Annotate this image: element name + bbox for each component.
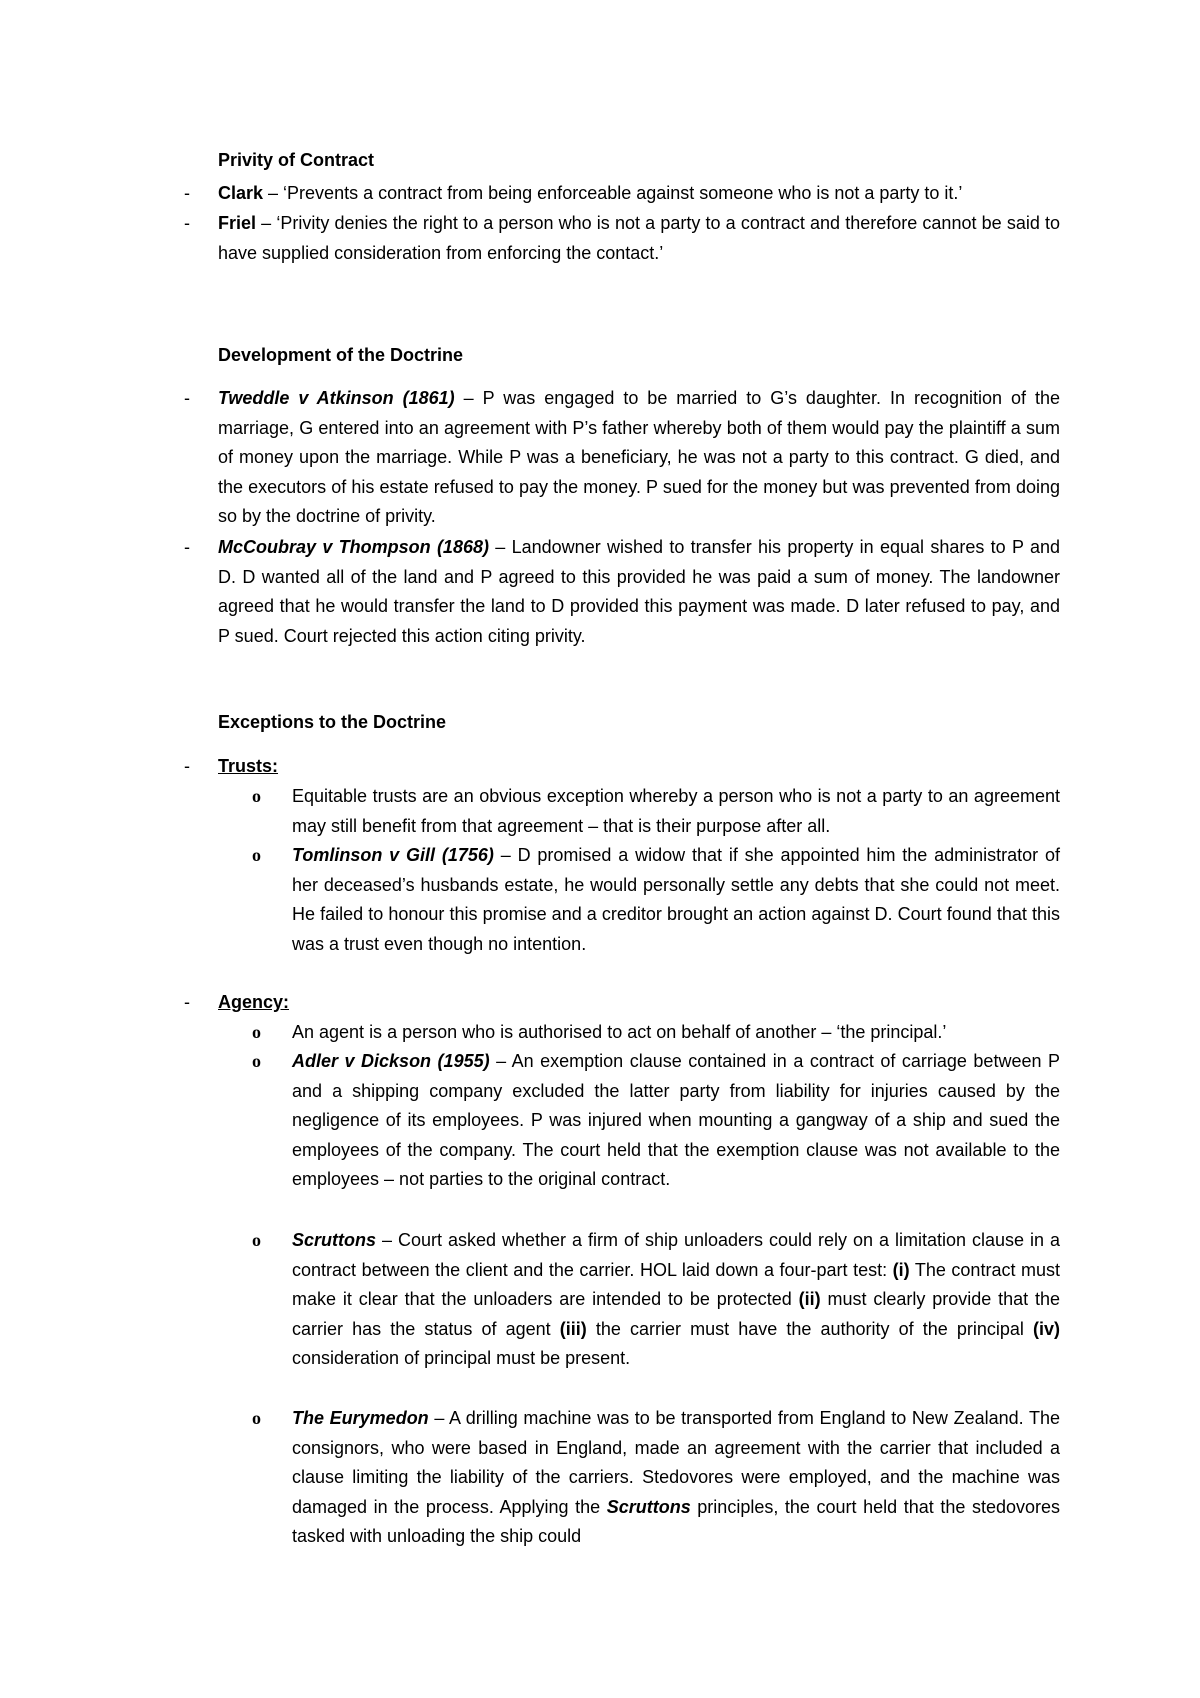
- circle-bullet: o: [252, 1230, 261, 1250]
- case-text: Landowner wished to transfer his property in equal shares to P and D. D wanted all of the land and P agreed to this provided he was paid a sum of money. The landowner agreed that he would transfer the land to D provided this payment was made. D later refused to pay, and P sued. Court rejected this action citing privity.: [218, 537, 1061, 646]
- quote-text: ‘Privity denies the right to a person who is not a party to a contract and therefore cannot be said to have supplied consideration from enforcing the contact.’: [218, 213, 1061, 263]
- case-name: Tomlinson v Gill (1756): [292, 845, 494, 865]
- case-text: An exemption clause contained in a contract of carriage between P and a shipping company excluded the latter party from liability for injuries caused by the negligence of its employees. P was injured when mounting a gangway of a ship and sued the employees of the company. The court held that the exemption clause was not available to the employees – not parties to the original contract.: [292, 1051, 1060, 1190]
- heading-privity: Privity of Contract: [218, 150, 375, 170]
- case-name: Adler v Dickson (1955): [292, 1051, 490, 1071]
- list-item-trusts: [184, 752, 1060, 782]
- dash-bullet: -: [184, 183, 190, 203]
- dash-bullet: -: [184, 992, 190, 1012]
- dash-bullet: -: [184, 756, 190, 776]
- subheading-trusts: Trusts:: [218, 756, 279, 776]
- list-item: - Tweddle v Atkinson (1861) – P was engaged to be married to G’s daughter. In recognition of the marriage, G entered into an agreement with P’s father whereby both of them would pay the plaintiff a sum of money upon the marriage. While P was a beneficiary, he was not a party to this contract. G died, and the executors of his estate refused to pay the money. P sued for the money but was prevented from doing so by the doctrine of privity.: [184, 384, 1060, 532]
- dash-bullet: -: [184, 388, 190, 408]
- list-item: - Clark – ‘Prevents a contract from being enforceable against someone who is not a party to it.’: [184, 179, 1060, 209]
- item-text: An agent is a person who is authorised to act on behalf of another – ‘the principal.’: [292, 1022, 947, 1042]
- author-name: Friel: [218, 213, 257, 233]
- case-name: Tweddle v Atkinson (1861): [218, 388, 455, 408]
- circle-bullet: o: [252, 1051, 261, 1071]
- case-name: The Eurymedon: [292, 1408, 429, 1428]
- dash-bullet: -: [184, 537, 190, 557]
- heading-development: Development of the Doctrine: [218, 345, 464, 365]
- heading-exceptions: Exceptions to the Doctrine: [218, 712, 447, 732]
- case-reference: Scruttons: [606, 1496, 691, 1517]
- author-name: Clark: [218, 183, 264, 203]
- list-item: - McCoubray v Thompson (1868) – Landowner wished to transfer his property in equal shares to P and D. D wanted all of the land and P agreed to this provided he was paid a sum of money. The landowner agreed that he would transfer the land to D provided this payment was made. D later refused to pay, and P sued. Court rejected this action citing privity.: [184, 533, 1060, 651]
- list-item: - Friel – ‘Privity denies the right to a person who is not a party to a contract and therefore cannot be said to have supplied consideration from enforcing the contact.’: [184, 209, 1060, 268]
- sub-list-item: [252, 782, 1060, 841]
- sub-list-item: o Tomlinson v Gill (1756) – D promised a widow that if she appointed him the administrator of her deceased’s husbands estate, he would personally settle any debts that she could not meet. He failed to honour this promise and a creditor brought an action against D. Court found that this was a trust even though no intention.: [252, 841, 1060, 959]
- case-text: D promised a widow that if she appointed him the administrator of her deceased’s husbands estate, he would personally settle any debts that she could not meet. He failed to honour this promise and a creditor brought an action against D. Court found that this was a trust even though no intention.: [292, 845, 1061, 954]
- circle-bullet: o: [252, 1408, 261, 1428]
- circle-bullet: o: [252, 1022, 261, 1042]
- case-text: P was engaged to be married to G’s daughter. In recognition of the marriage, G entered into an agreement with P’s father whereby both of them would pay the plaintiff a sum of money upon the marriage. While P was a beneficiary, he was not a party to this contract. G died, and the executors of his estate refused to pay the money. P sued for the money but was prevented from doing so by the doctrine of privity.: [218, 388, 1061, 527]
- sub-list-item: [252, 1018, 1060, 1048]
- sub-list-item: o The Eurymedon – A drilling machine was to be transported from England to New Zealand. The consignors, who were based in England, made an agreement with the carrier that included a clause limiting the liability of the carriers. Stedovores were employed, and the machine was damaged in the process. Applying the Scruttons principles, the court held that the stedovores tasked with unloading the ship could: [252, 1404, 1060, 1552]
- case-name: McCoubray v Thompson (1868): [218, 537, 489, 557]
- dash-bullet: -: [184, 213, 190, 233]
- subheading-agency: Agency:: [218, 992, 290, 1012]
- sub-list-item: o Scruttons – Court asked whether a firm of ship unloaders could rely on a limitation clause in a contract between the client and the carrier. HOL laid down a four-part test: (i) The contract must make it clear that the unloaders are intended to be protected (ii) must clearly provide that the carrier has the status of agent (iii) the carrier must have the authority of the principal (iv) consideration of principal must be present.: [252, 1226, 1060, 1374]
- circle-bullet: o: [252, 786, 261, 806]
- sub-list-item: o Adler v Dickson (1955) – An exemption clause contained in a contract of carriage between P and a shipping company excluded the latter party from liability for injuries caused by the negligence of its employees. P was injured when mounting a gangway of a ship and sued the employees of the company. The court held that the exemption clause was not available to the employees – not parties to the original contract.: [252, 1047, 1060, 1195]
- item-text: Equitable trusts are an obvious exception whereby a person who is not a party to an agreement may still benefit from that agreement – that is their purpose after all.: [292, 786, 1060, 836]
- list-item-agency: [184, 988, 1060, 1018]
- circle-bullet: o: [252, 845, 261, 865]
- case-name: Scruttons: [292, 1230, 377, 1250]
- quote-text: ‘Prevents a contract from being enforceable against someone who is not a party to it.’: [283, 183, 963, 203]
